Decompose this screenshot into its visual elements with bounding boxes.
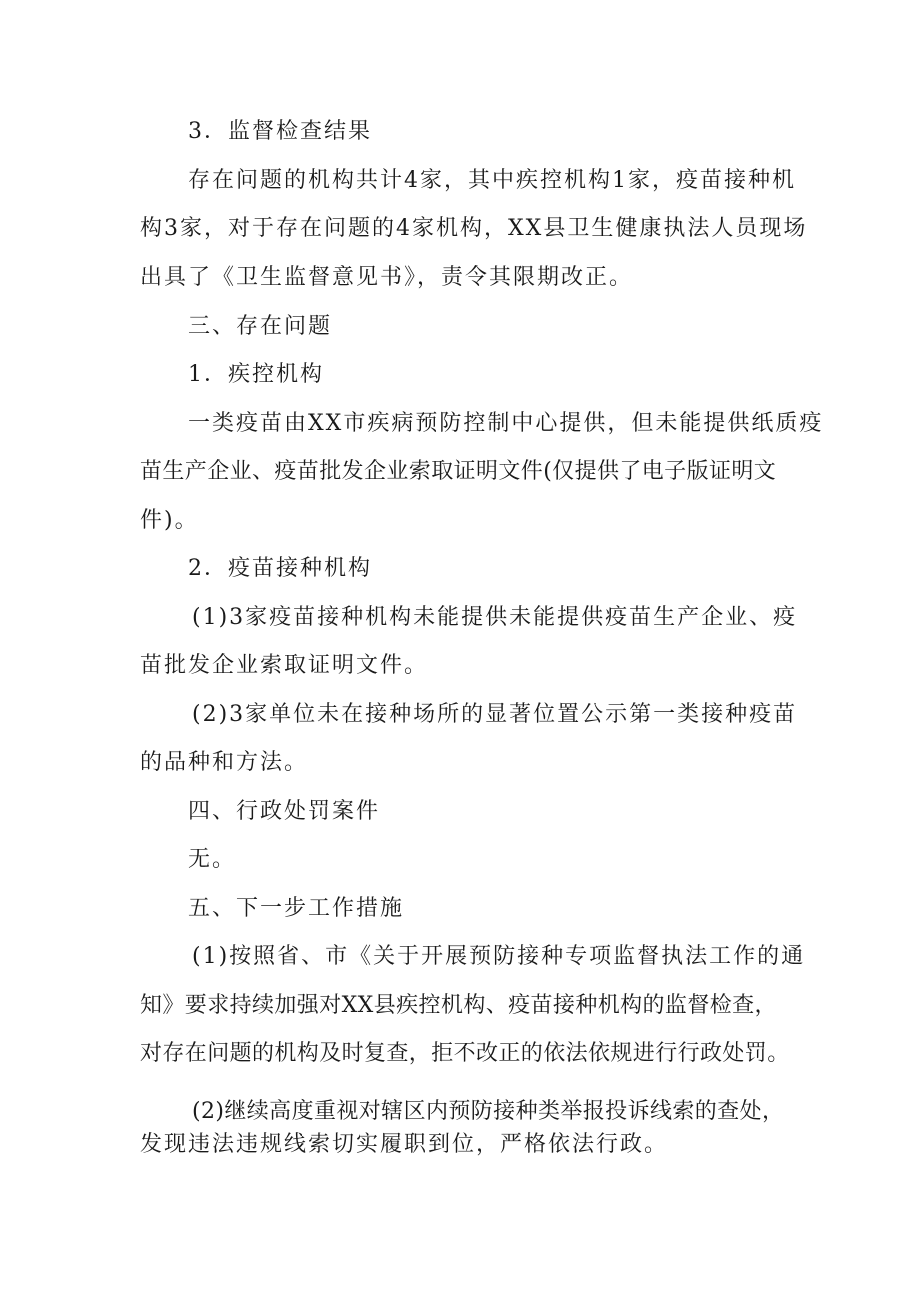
- heading-supervision-results: 3．监督检查结果: [188, 119, 372, 144]
- subheading-vaccination-agencies: 2．疫苗接种机构: [188, 556, 372, 581]
- paragraph-line: 知》要求持续加强对XX县疾控机构、疫苗接种机构的监督检查，: [140, 993, 777, 1018]
- paragraph-line: 对存在问题的机构及时复查，拒不改正的依法依规进行行政处罚。: [140, 1041, 790, 1066]
- section-heading-next-steps: 五、下一步工作措施: [188, 896, 405, 921]
- section-heading-penalty-cases: 四、行政处罚案件: [188, 799, 381, 824]
- paragraph-line: 的品种和方法。: [140, 750, 309, 775]
- paragraph-line: 件)。: [140, 508, 199, 533]
- paragraph-line: 构3家，对于存在问题的4家机构，XX县卫生健康执法人员现场: [140, 216, 808, 241]
- paragraph-line: 出具了《卫生监督意见书》，责令其限期改正。: [140, 265, 634, 290]
- paragraph-line: (1)3家疫苗接种机构未能提供未能提供疫苗生产企业、疫: [192, 605, 798, 630]
- paragraph-line: (2)3家单位未在接种场所的显著位置公示第一类接种疫苗: [192, 702, 798, 727]
- paragraph-line: 苗批发企业索取证明文件。: [140, 653, 429, 678]
- paragraph-line: 苗生产企业、疫苗批发企业索取证明文件(仅提供了电子版证明文: [140, 459, 777, 484]
- paragraph-line: 存在问题的机构共计4家，其中疾控机构1家，疫苗接种机: [188, 168, 796, 193]
- paragraph-line: (2)继续高度重视对辖区内预防接种类举报投诉线索的查处，: [192, 1099, 785, 1124]
- paragraph-line: 一类疫苗由XX市疾病预防控制中心提供，但未能提供纸质疫: [188, 411, 824, 436]
- subheading-cdc: 1．疾控机构: [188, 362, 324, 387]
- paragraph-line: 发现违法违规线索切实履职到位，严格依法行政。: [140, 1132, 669, 1157]
- paragraph-line: 无。: [188, 847, 237, 872]
- section-heading-problems: 三、存在问题: [188, 314, 333, 339]
- paragraph-line: (1)按照省、市《关于开展预防接种专项监督执法工作的通: [192, 944, 806, 969]
